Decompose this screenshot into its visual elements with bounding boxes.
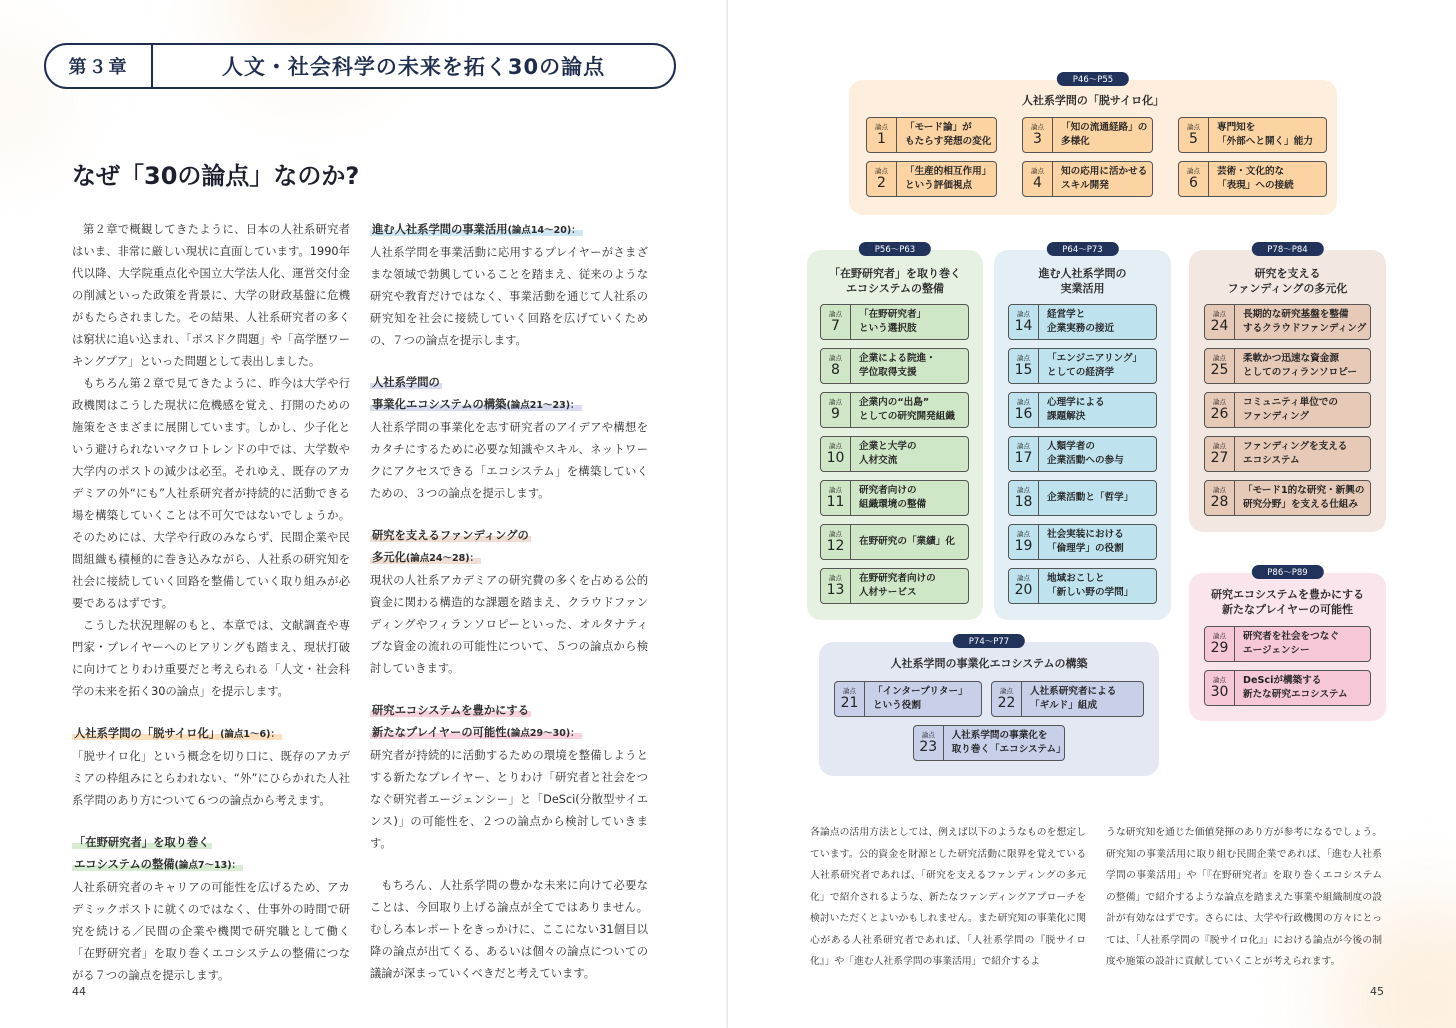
summary-section xyxy=(72,832,350,987)
ronten-title: 「モード論」が もたらす発想の変化 xyxy=(905,122,992,147)
page-range-tag: P46〜P55 xyxy=(1057,72,1129,86)
ronten-number xyxy=(1205,671,1235,705)
ronten-title: コミュニティ単位での ファンディング xyxy=(1243,397,1338,422)
group-title: 研究を支える ファンディングの多元化 xyxy=(1227,267,1348,295)
ronten-label: 論点 xyxy=(829,310,842,318)
ronten-index: 28 xyxy=(1210,494,1229,510)
text-column-1 xyxy=(72,219,350,987)
ronten-index: 26 xyxy=(1210,406,1229,422)
ronten-card xyxy=(991,681,1144,717)
closing-paragraph: もちろん、人社系学問の豊かな未来に向けて必要なことは、今回取り上げる論点が全てではありません。むしろ本レポートをきっかけに、ここにない31個目以降の論点が出てくる、あるいは個々の論点についての議論が深まっていくべきだと考えています。 xyxy=(370,879,648,980)
summary-body: 人社系研究者のキャリアの可能性を広げるため、アカデミックポストに就くのではなく、仕事外の時間で研究を続ける／民間の企業や機関で研究職として働く「在野研究者」を取り巻くエコシステムの整備につながる７つの論点を提示します。 xyxy=(72,881,350,982)
ronten-number xyxy=(821,349,851,383)
ronten-title: ファンディングを支える エコシステム xyxy=(1243,441,1348,466)
paragraph: 第２章で概観してきたように、日本の人社系研究者はいま、非常に厳しい現状に直面しています。1990年代以降、大学院重点化や国立大学法人化、運営交付金の削減といった政策を背景に、大学の財政基盤に危機がもたらされました。その結果、人社系研究者の多くは窮状に追い込まれ、「ポスドク問題」や「高学歴ワーキングプア」といった問題として表出しました。 xyxy=(72,223,350,368)
group-business-ecosystem xyxy=(819,637,1159,776)
ronten-label: 論点 xyxy=(1031,123,1044,131)
ronten-index: 8 xyxy=(831,362,840,378)
ronten-index: 3 xyxy=(1033,131,1042,147)
summary-body: 現状の人社系アカデミアの研究費の多くを占める公的資金に関わる構造的な課題を踏まえ、クラウドファンディングやフィランソロピーといった、オルタナティブな資金の流れの可能性について、５つの論点から検討していきます。 xyxy=(370,574,648,675)
ronten-label: 論点 xyxy=(921,731,935,739)
ronten-label: 論点 xyxy=(1213,676,1226,684)
summary-title: 進む人社系学問の事業活用(論点14〜20)： xyxy=(372,223,581,236)
summary-body: 研究者が持続的に活動するための環境を整備しようとする新たなプレイヤー、とりわけ「研究者と社会をつなぐ研究者エージェンシー」と「DeSci(分散型サイエンス)」の可能性を、２つの論点から検討していきます。 xyxy=(370,749,648,850)
ronten-index: 21 xyxy=(840,695,859,711)
ronten-label: 論点 xyxy=(829,486,842,494)
ronten-card xyxy=(1022,161,1153,197)
ronten-number xyxy=(1179,162,1209,196)
chapter-number: 第３章 xyxy=(46,45,153,87)
group-title: 進む人社系学問の 実業活用 xyxy=(1038,267,1127,295)
ronten-card xyxy=(1204,392,1371,428)
ronten-number xyxy=(835,682,865,716)
ronten-index: 11 xyxy=(826,494,845,510)
ronten-number xyxy=(821,481,851,515)
ronten-index: 24 xyxy=(1210,318,1229,334)
ronten-number xyxy=(1205,481,1235,515)
summary-title: エコシステムの整備(論点7〜13)： xyxy=(74,858,242,871)
ronten-title: 知の応用に活かせる スキル開発 xyxy=(1061,166,1148,191)
ronten-index: 9 xyxy=(831,406,840,422)
page-range-tag: P64〜P73 xyxy=(1046,242,1118,256)
ronten-title: 「在野研究者」 という選択肢 xyxy=(859,309,927,334)
ronten-index: 29 xyxy=(1210,640,1229,656)
ronten-label: 論点 xyxy=(875,167,888,175)
ronten-card xyxy=(1008,568,1157,604)
ronten-title: 在野研究の「業績」化 xyxy=(859,536,955,547)
ronten-index: 18 xyxy=(1014,494,1033,510)
ronten-card xyxy=(913,725,1065,761)
ronten-index: 12 xyxy=(826,538,845,554)
summary-title: 事業化エコシステムの構築(論点21〜23)： xyxy=(372,398,580,411)
ronten-card xyxy=(1178,161,1327,197)
ronten-number xyxy=(1009,569,1039,603)
ronten-index: 14 xyxy=(1014,318,1033,334)
summary-section xyxy=(370,219,648,352)
summary-body: 人社系学問の事業化を志す研究者のアイデアや構想をカタチにするために必要な知識やスキル、ネットワークにアクセスできる「エコシステム」を構築していくための、３つの論点を提示します。 xyxy=(370,421,648,500)
ronten-card xyxy=(1008,436,1157,472)
ronten-label: 論点 xyxy=(829,354,842,362)
ronten-number xyxy=(821,437,851,471)
ronten-label: 論点 xyxy=(829,530,842,538)
ronten-number xyxy=(867,162,897,196)
ronten-label: 論点 xyxy=(829,398,842,406)
ronten-card xyxy=(1204,626,1371,662)
summary-section xyxy=(370,372,648,505)
summary-title: 新たなプレイヤーの可能性(論点29〜30)： xyxy=(372,726,580,739)
ronten-card xyxy=(820,480,969,516)
ronten-card xyxy=(1204,304,1371,340)
group-de-silo xyxy=(849,75,1337,215)
ronten-title: 企業内の“出島” としての研究開発組織 xyxy=(859,397,955,422)
summary-title: 人社系学問の xyxy=(372,376,440,389)
group-title: 「在野研究者」を取り巻く エコシステムの整備 xyxy=(829,267,961,295)
ronten-number xyxy=(1009,437,1039,471)
ronten-label: 論点 xyxy=(1213,632,1226,640)
ronten-title: DeSciが構築する 新たな研究エコシステム xyxy=(1243,675,1348,700)
ronten-number xyxy=(821,525,851,559)
ronten-card xyxy=(1008,348,1157,384)
summary-title: 人社系学問の「脱サイロ化」(論点1〜6)： xyxy=(74,727,280,740)
ronten-title: 芸術・文化的な 「表現」への接続 xyxy=(1217,166,1294,191)
summary-title: 「在野研究者」を取り巻く xyxy=(74,836,210,849)
page-range-tag: P74〜P77 xyxy=(953,634,1025,648)
summary-title: 研究を支えるファンディングの xyxy=(372,529,529,542)
ronten-number xyxy=(1009,481,1039,515)
section-heading: なぜ「30の論点」なのか? xyxy=(72,162,360,190)
ronten-index: 15 xyxy=(1014,362,1033,378)
ronten-label: 論点 xyxy=(1017,354,1030,362)
ronten-number xyxy=(1205,393,1235,427)
ronten-card xyxy=(1022,117,1153,153)
ronten-label: 論点 xyxy=(1213,354,1226,362)
usage-text-col-1: 各論点の活用方法としては、例えば以下のようなものを想定しています。公的資金を財源とした研究活動に限界を覚えている人社系研究者であれば、「研究を支えるファンディングの多元化」で紹介されるような、新たなファンディングアプローチを検討いただくとよいかもしれません。また研究知の事業化に関心がある人社系研究者であれば、「人社系学問の『脱サイロ化』」や「進む人社系学問の事業活用」で紹介するよ xyxy=(810,827,1086,967)
ronten-title: 地域おこしと 「新しい野の学問」 xyxy=(1047,573,1134,598)
ronten-card xyxy=(820,392,969,428)
ronten-card xyxy=(834,681,982,717)
ronten-title: 「知の流通経路」の 多様化 xyxy=(1061,122,1148,147)
ronten-index: 17 xyxy=(1014,450,1033,466)
chapter-title: 人文・社会科学の未来を拓く30の論点 xyxy=(221,55,606,79)
ronten-index: 30 xyxy=(1210,684,1229,700)
ronten-index: 10 xyxy=(826,450,845,466)
ronten-index: 19 xyxy=(1014,538,1033,554)
ronten-card xyxy=(866,161,997,197)
group-funding xyxy=(1189,245,1386,532)
ronten-card xyxy=(820,436,969,472)
ronten-card xyxy=(1008,524,1157,560)
group-practical-use xyxy=(994,245,1171,620)
ronten-title: 企業による院進・ 学位取得支援 xyxy=(859,353,936,378)
paragraph: もちろん第２章で見てきたように、昨今は大学や行政機関はこうした現状に危機感を覚え、打開のための施策をさまざまに展開しています。しかし、少子化という避けられないマクロトレンドの中では、大学数や大学内のポストの減少は必至。それゆえ、既存のアカデミアの外“にも”人社系研究者が持続的に活動できる場を構築していくことは不可欠ではないでしょうか。そのためには、大学や行政のみならず、民間企業や民間組織も積極的に巻き込みながら、人社系の研究知を社会に接続していく回路を整備していく取り組みが必要であるはずです。 xyxy=(72,377,350,610)
ronten-card xyxy=(866,117,997,153)
ronten-index: 23 xyxy=(919,739,938,755)
ronten-card xyxy=(1204,480,1371,516)
summary-body: 人社系学問を事業活動に応用するプレイヤーがさまざまな領域で勃興していることを踏まえ、従来のような研究や教育だけではなく、事業活動を通じて人社系の研究知を社会に接続していく回路を広げていくための、７つの論点を提示します。 xyxy=(370,246,648,347)
ronten-card xyxy=(1204,436,1371,472)
ronten-index: 16 xyxy=(1014,406,1033,422)
ronten-label: 論点 xyxy=(1017,442,1030,450)
summary-section xyxy=(370,700,648,855)
ronten-card xyxy=(1008,392,1157,428)
ronten-index: 5 xyxy=(1189,131,1198,147)
ronten-title: 長期的な研究基盤を整備 するクラウドファンディング xyxy=(1243,309,1367,334)
ronten-index: 13 xyxy=(826,582,845,598)
ronten-number xyxy=(1205,627,1235,661)
ronten-title: 「生産的相互作用」 という評価視点 xyxy=(905,166,992,191)
ronten-title: 研究者を社会をつなぐ エージェンシー xyxy=(1243,631,1339,656)
text-column-2 xyxy=(370,219,648,985)
ronten-label: 論点 xyxy=(1017,574,1030,582)
ronten-title: 柔軟かつ迅速な資金源 としてのフィランソロピー xyxy=(1243,353,1357,378)
ronten-title: 「インタープリター」 という役割 xyxy=(873,686,968,711)
ronten-card xyxy=(820,568,969,604)
ronten-label: 論点 xyxy=(1017,486,1030,494)
ronten-card xyxy=(820,348,969,384)
ronten-index: 20 xyxy=(1014,582,1033,598)
right-page xyxy=(728,0,1456,1028)
ronten-card xyxy=(1008,304,1157,340)
ronten-label: 論点 xyxy=(1213,442,1226,450)
summary-section xyxy=(72,723,350,812)
summary-title: 研究エコシステムを豊かにする xyxy=(372,704,530,717)
ronten-number xyxy=(1009,393,1039,427)
page-range-tag: P86〜P89 xyxy=(1251,565,1323,579)
ronten-title: 企業活動と「哲学」 xyxy=(1047,492,1134,503)
ronten-number xyxy=(1205,349,1235,383)
page-number: 44 xyxy=(72,985,86,998)
ronten-number xyxy=(821,305,851,339)
ronten-number xyxy=(1009,525,1039,559)
ronten-card xyxy=(1178,117,1327,153)
group-title: 人社系学問の「脱サイロ化」 xyxy=(1021,94,1165,107)
paragraph: こうした状況理解のもと、本章では、文献調査や専門家・プレイヤーへのヒアリングも踏まえ、現状打破に向けてとりわけ重要だと考えられる「人文・社会科学の未来を拓く30の論点」を提示します。 xyxy=(72,619,350,698)
ronten-card xyxy=(1204,348,1371,384)
ronten-title: 経営学と 企業実務の接近 xyxy=(1047,309,1115,334)
group-new-players xyxy=(1189,568,1386,721)
ronten-title: 「エンジニアリング」 としての経済学 xyxy=(1047,353,1143,378)
ronten-label: 論点 xyxy=(1213,310,1226,318)
ronten-card xyxy=(820,304,969,340)
ronten-title: 「モード1的な研究・新興の 研究分野」を支える仕組み xyxy=(1243,485,1365,510)
ronten-label: 論点 xyxy=(1031,167,1044,175)
page-range-tag: P56〜P63 xyxy=(859,242,931,256)
summary-section xyxy=(370,525,648,680)
ronten-label: 論点 xyxy=(1000,687,1013,695)
ronten-title: 人社系研究者による 「ギルド」組成 xyxy=(1030,686,1117,711)
ronten-card xyxy=(1204,670,1371,706)
summary-body: 「脱サイロ化」という概念を切り口に、既存のアカデミアの枠組みにとらわれない、“外”にひらかれた人社系学問のあり方について６つの論点から考えます。 xyxy=(72,750,350,807)
ronten-number xyxy=(914,726,944,760)
ronten-title: 人類学者の 企業活動への参与 xyxy=(1047,441,1124,466)
group-title: 研究エコシステムを豊かにする 新たなプレイヤーの可能性 xyxy=(1211,588,1364,616)
ronten-number xyxy=(1179,118,1209,152)
ronten-number xyxy=(1009,349,1039,383)
ronten-number xyxy=(1009,305,1039,339)
ronten-title: 専門知を 「外部へと開く」能力 xyxy=(1217,122,1313,147)
ronten-index: 27 xyxy=(1210,450,1229,466)
ronten-number xyxy=(1205,437,1235,471)
ronten-title: 社会実装における 「倫理学」の役割 xyxy=(1047,529,1124,554)
ronten-card xyxy=(1008,480,1157,516)
ronten-number xyxy=(1023,162,1053,196)
ronten-title: 心理学による 課題解決 xyxy=(1047,397,1105,422)
page-number: 45 xyxy=(1370,985,1384,998)
ronten-number xyxy=(1205,305,1235,339)
ronten-title: 在野研究者向けの 人材サービス xyxy=(859,573,936,598)
ronten-index: 25 xyxy=(1210,362,1229,378)
ronten-label: 論点 xyxy=(829,574,842,582)
ronten-index: 6 xyxy=(1189,175,1198,191)
ronten-label: 論点 xyxy=(1187,123,1200,131)
ronten-number xyxy=(821,393,851,427)
ronten-label: 論点 xyxy=(1017,310,1030,318)
ronten-title: 研究者向けの 組織環境の整備 xyxy=(859,485,927,510)
ronten-label: 論点 xyxy=(1017,398,1030,406)
ronten-index: 1 xyxy=(877,131,886,147)
ronten-index: 2 xyxy=(877,175,886,191)
ronten-index: 7 xyxy=(831,318,840,334)
ronten-title: 人社系学問の事業化を 取り巻く「エコシステム」 xyxy=(951,730,1066,755)
ronten-title: 企業と大学の 人材交流 xyxy=(859,441,917,466)
ronten-number xyxy=(992,682,1022,716)
ronten-number xyxy=(821,569,851,603)
ronten-index: 4 xyxy=(1033,175,1042,191)
ronten-card xyxy=(820,524,969,560)
group-title: 人社系学問の事業化エコシステムの構築 xyxy=(890,657,1088,670)
chapter-header xyxy=(44,43,676,89)
page-range-tag: P78〜P84 xyxy=(1251,242,1323,256)
ronten-label: 論点 xyxy=(875,123,888,131)
ronten-number xyxy=(867,118,897,152)
ronten-label: 論点 xyxy=(843,687,856,695)
group-independent-researchers xyxy=(807,245,983,620)
usage-text-col-2: うな研究知を通じた価値発揮のあり方が参考になるでしょう。研究知の事業活用に取り組む民間企業であれば、「進む人社系学問の事業活用」や「『在野研究者』を取り巻くエコシステムの整備」で紹介するような論点を踏まえた事業や組織制度の設計が有効なはずです。さらには、大学や行政機関の方々にとっては、「人社系学問の『脱サイロ化』」における論点が今後の制度や施策の設計に貢献していくことが考えられます。 xyxy=(1106,827,1382,967)
ronten-label: 論点 xyxy=(1017,530,1030,538)
ronten-label: 論点 xyxy=(1213,398,1226,406)
ronten-label: 論点 xyxy=(1187,167,1200,175)
summary-title: 多元化(論点24〜28)： xyxy=(372,551,480,564)
ronten-label: 論点 xyxy=(1213,486,1226,494)
ronten-number xyxy=(1023,118,1053,152)
ronten-index: 22 xyxy=(997,695,1016,711)
ronten-label: 論点 xyxy=(829,442,842,450)
